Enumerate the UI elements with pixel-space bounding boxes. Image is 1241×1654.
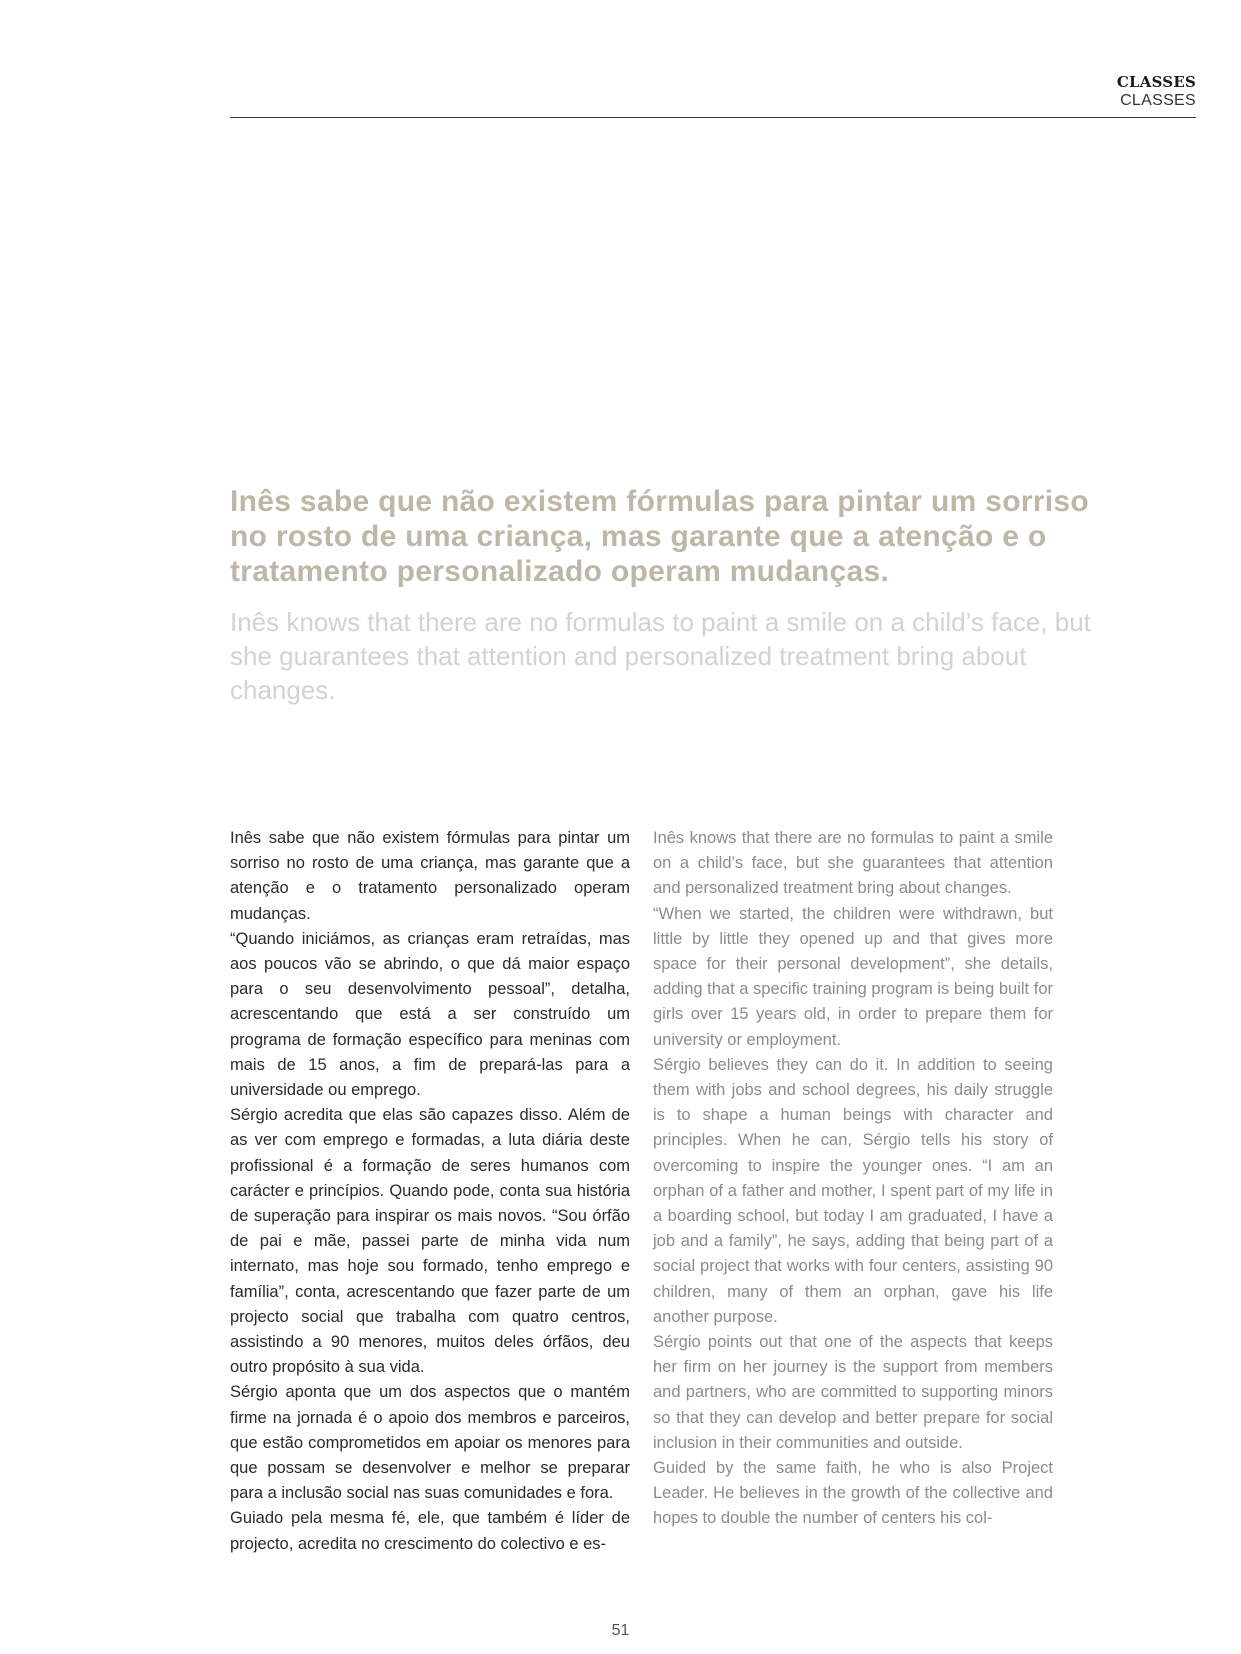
section-subtitle: CLASSES [1120,92,1196,109]
body-column-english [653,826,1053,1532]
page-header [230,70,1196,118]
pull-quote-english: Inês knows that there are no formulas to paint a smile on a child’s face, but she guarantees that attention and personalized treatment bring about changes. [230,607,1091,705]
paragraph: “Quando iniciámos, as crianças eram retraídas, mas aos poucos vão se abrindo, o que dá maior espaço para o seu desenvolvimento pessoal”, detalha, acrescentando que está a ser construído um programa de formação específico para meninas com mais de 15 anos, a fim de prepará-las para a universidade ou emprego. [230,929,630,1100]
paragraph: Sérgio believes they can do it. In addition to seeing them with jobs and school degrees, his daily struggle is to shape a human beings with character and principles. When he can, Sérgio tells his story of overcoming to inspire the younger ones. “I am an orphan of a father and mother, I spent part of my life in a boarding school, but today I am graduated, I have a job and a family”, he says, adding that being part of a social project that works with four centers, assisting 90 children, many of them an orphan, gave his life another purpose. [653,1055,1053,1326]
page-number: 51 [611,1622,630,1639]
paragraph: Inês knows that there are no formulas to paint a smile on a child’s face, but she guarantees that attention and personalized treatment bring about changes. [653,829,1053,898]
paragraph: Inês sabe que não existem fórmulas para pintar um sorriso no rosto de uma criança, mas garante que a atenção e o tratamento personalizado operam mudanças. [230,829,630,923]
paragraph: Sérgio aponta que um dos aspectos que o mantém firme na jornada é o apoio dos membros e parceiros, que estão comprometidos em apoiar os menores para que possam se desenvolver e melhor se preparar para a inclusão social nas suas comunidades e fora. [230,1383,630,1503]
section-title: CLASSES [1116,73,1196,91]
paragraph: Sérgio acredita que elas são capazes disso. Além de as ver com emprego e formadas, a luta diária deste profissional é a formação de seres humanos com carácter e princípios. Quando pode, conta sua história de superação para inspirar os mais novos. “Sou órfão de pai e mãe, passei parte de minha vida num internato, mas hoje sou formado, tenho emprego e família”, conta, acrescentando que fazer parte de um projecto social que trabalha com quatro centros, assistindo a 90 menores, muitos deles órfãos, deu outro propósito à sua vida. [230,1106,630,1377]
paragraph: Guiado pela mesma fé, ele, que também é líder de projecto, acredita no crescimento do colectivo e es- [230,1509,630,1553]
pull-quote-portuguese: Inês sabe que não existem fórmulas para pintar um sorriso no rosto de uma criança, mas garante que a atenção e o tratamento personalizado operam mudanças. [230,485,1090,588]
body-column-portuguese [230,826,630,1557]
paragraph: Guided by the same faith, he who is also Project Leader. He believes in the growth of the collective and hopes to double the number of centers his col- [653,1459,1053,1528]
paragraph: Sérgio points out that one of the aspects that keeps her firm on her journey is the support from members and partners, who are committed to supporting minors so that they can develop and better prepare for social inclusion in their communities and outside. [653,1333,1053,1452]
paragraph: “When we started, the children were withdrawn, but little by little they opened up and that gives more space for their personal development”, she details, adding that a specific training program is being built for girls over 15 years old, in order to prepare them for university or employment. [653,904,1053,1049]
